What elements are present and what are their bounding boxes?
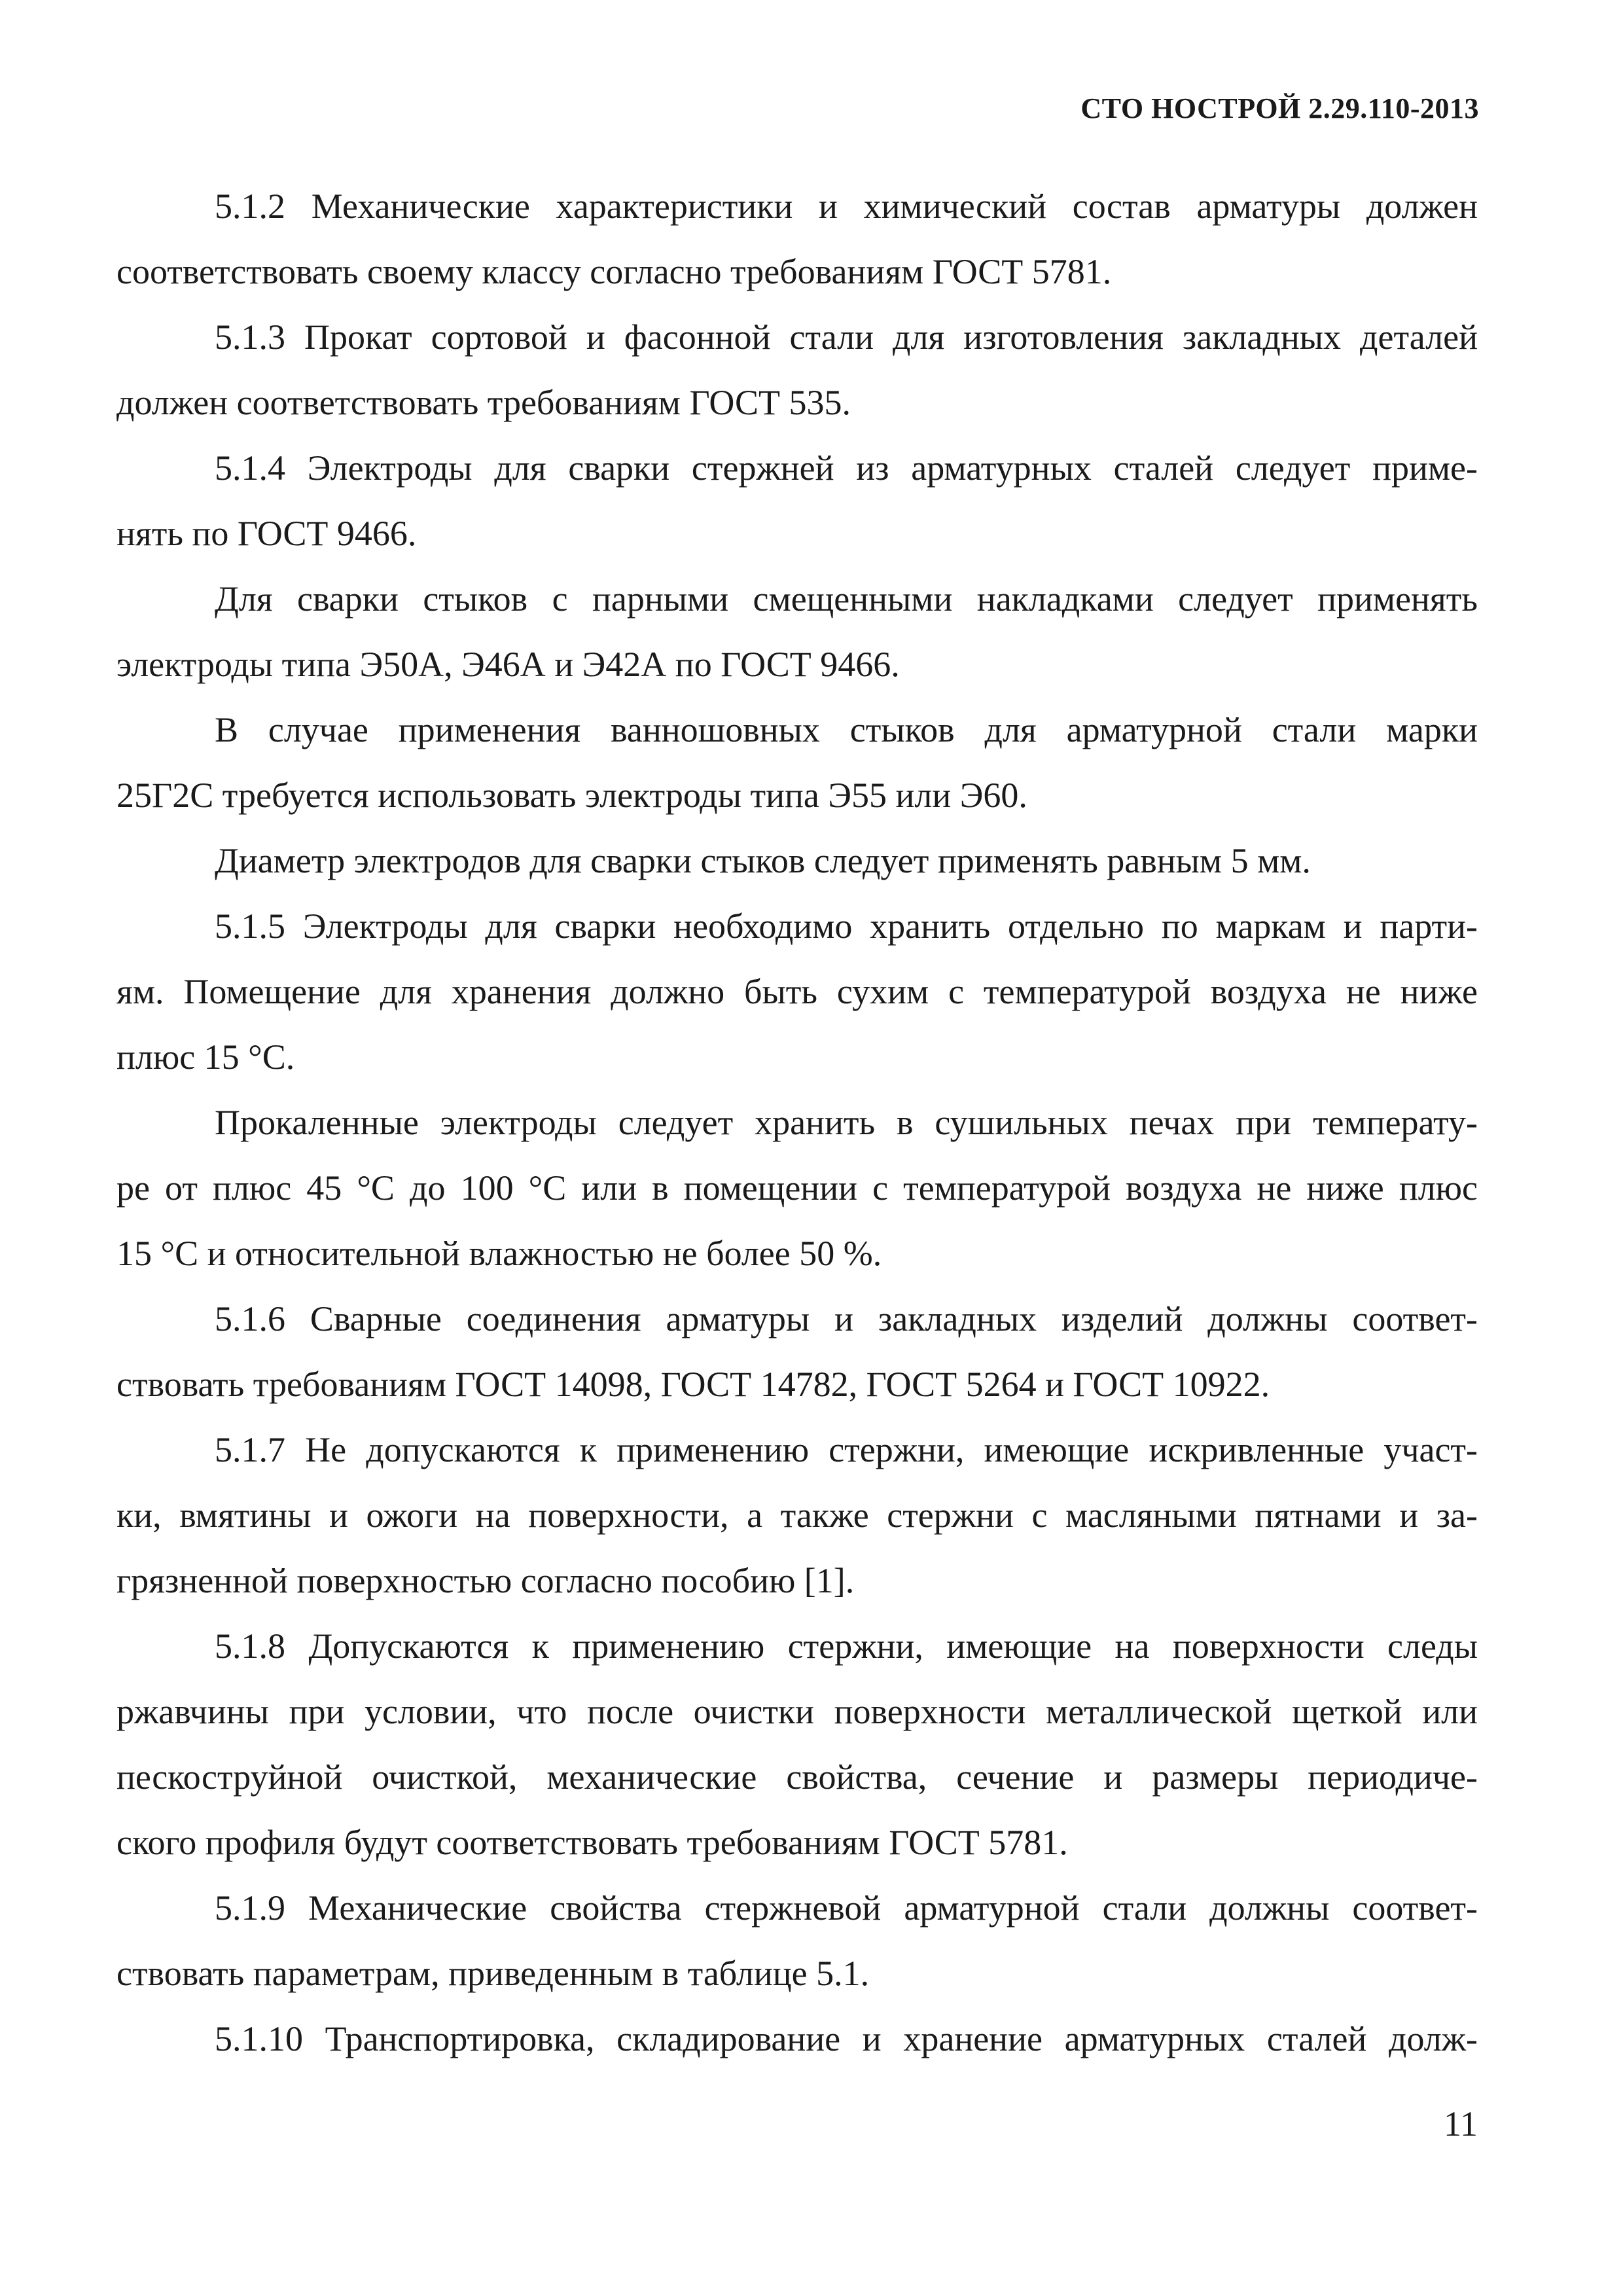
paragraph-line: В случае применения ванношовных стыков для арматурной стали марки (215, 710, 1478, 749)
paragraph (116, 304, 1478, 435)
paragraph-line: ки, вмятины и ожоги на поверхности, а также стержни с масляными пятнами и за- (116, 1496, 1478, 1535)
paragraph (116, 1286, 1478, 1417)
paragraph-line: должен соответствовать требованиям ГОСТ 535. (116, 383, 851, 422)
paragraph-line: электроды типа Э50А, Э46А и Э42А по ГОСТ 9466. (116, 645, 900, 684)
paragraph (116, 1417, 1478, 1613)
paragraph-line: ского профиля будут соответствовать требованиям ГОСТ 5781. (116, 1823, 1068, 1862)
paragraph-line: ржавчины при условии, что после очистки поверхности металлической щеткой или (116, 1692, 1478, 1731)
paragraph (116, 2006, 1478, 2072)
paragraph-line: Диаметр электродов для сварки стыков следует применять равным 5 мм. (215, 841, 1311, 880)
paragraph (116, 566, 1478, 697)
paragraph-line: 5.1.4 Электроды для сварки стержней из арматурных сталей следует приме- (215, 448, 1478, 488)
paragraph-line: 5.1.8 Допускаются к применению стержни, имеющие на поверхности следы (215, 1626, 1478, 1666)
paragraph-line: ствовать параметрам, приведенным в таблице 5.1. (116, 1954, 870, 1993)
paragraph-line: 25Г2С требуется использовать электроды типа Э55 или Э60. (116, 776, 1027, 815)
paragraph (116, 828, 1478, 893)
paragraph-line: 5.1.9 Механические свойства стержневой арматурной стали должны соответ- (215, 1888, 1478, 1928)
paragraph-line: 15 °С и относительной влажностью не более 50 %. (116, 1234, 882, 1273)
paragraph-line: ствовать требованиям ГОСТ 14098, ГОСТ 14782, ГОСТ 5264 и ГОСТ 10922. (116, 1365, 1270, 1404)
paragraph-line: пескоструйной очисткой, механические свойства, сечение и размеры периодиче- (116, 1757, 1478, 1797)
paragraph (116, 893, 1478, 1090)
paragraph (116, 435, 1478, 566)
paragraph-line: ре от плюс 45 °С до 100 °С или в помещении с температурой воздуха не ниже плюс (116, 1168, 1478, 1208)
paragraph (116, 697, 1478, 828)
paragraph (116, 173, 1478, 304)
document-body (116, 173, 1478, 2072)
paragraph (116, 1090, 1478, 1286)
page-number: 11 (1444, 2104, 1478, 2144)
paragraph-line: 5.1.6 Сварные соединения арматуры и закладных изделий должны соответ- (215, 1299, 1478, 1338)
paragraph-line: плюс 15 °С. (116, 1037, 295, 1077)
paragraph-line: 5.1.3 Прокат сортовой и фасонной стали для изготовления закладных деталей (215, 317, 1478, 357)
paragraph (116, 1613, 1478, 1875)
paragraph-line: 5.1.5 Электроды для сварки необходимо хранить отдельно по маркам и парти- (215, 906, 1478, 946)
paragraph-line: 5.1.2 Механические характеристики и химический состав арматуры должен (215, 187, 1478, 226)
paragraph-line: соответствовать своему классу согласно требованиям ГОСТ 5781. (116, 252, 1112, 291)
paragraph-line: 5.1.10 Транспортировка, складирование и хранение арматурных сталей долж- (215, 2019, 1478, 2058)
paragraph-line: ям. Помещение для хранения должно быть сухим с температурой воздуха не ниже (116, 972, 1478, 1011)
document-code-header: СТО НОСТРОЙ 2.29.110-2013 (1080, 92, 1479, 124)
paragraph-line: Для сварки стыков с парными смещенными накладками следует применять (215, 579, 1478, 619)
paragraph-line: Прокаленные электроды следует хранить в сушильных печах при температу- (215, 1103, 1478, 1142)
paragraph-line: 5.1.7 Не допускаются к применению стержни, имеющие искривленные участ- (215, 1430, 1478, 1469)
paragraph-line: нять по ГОСТ 9466. (116, 514, 417, 553)
paragraph (116, 1875, 1478, 2006)
paragraph-line: грязненной поверхностью согласно пособию [1]. (116, 1561, 855, 1600)
